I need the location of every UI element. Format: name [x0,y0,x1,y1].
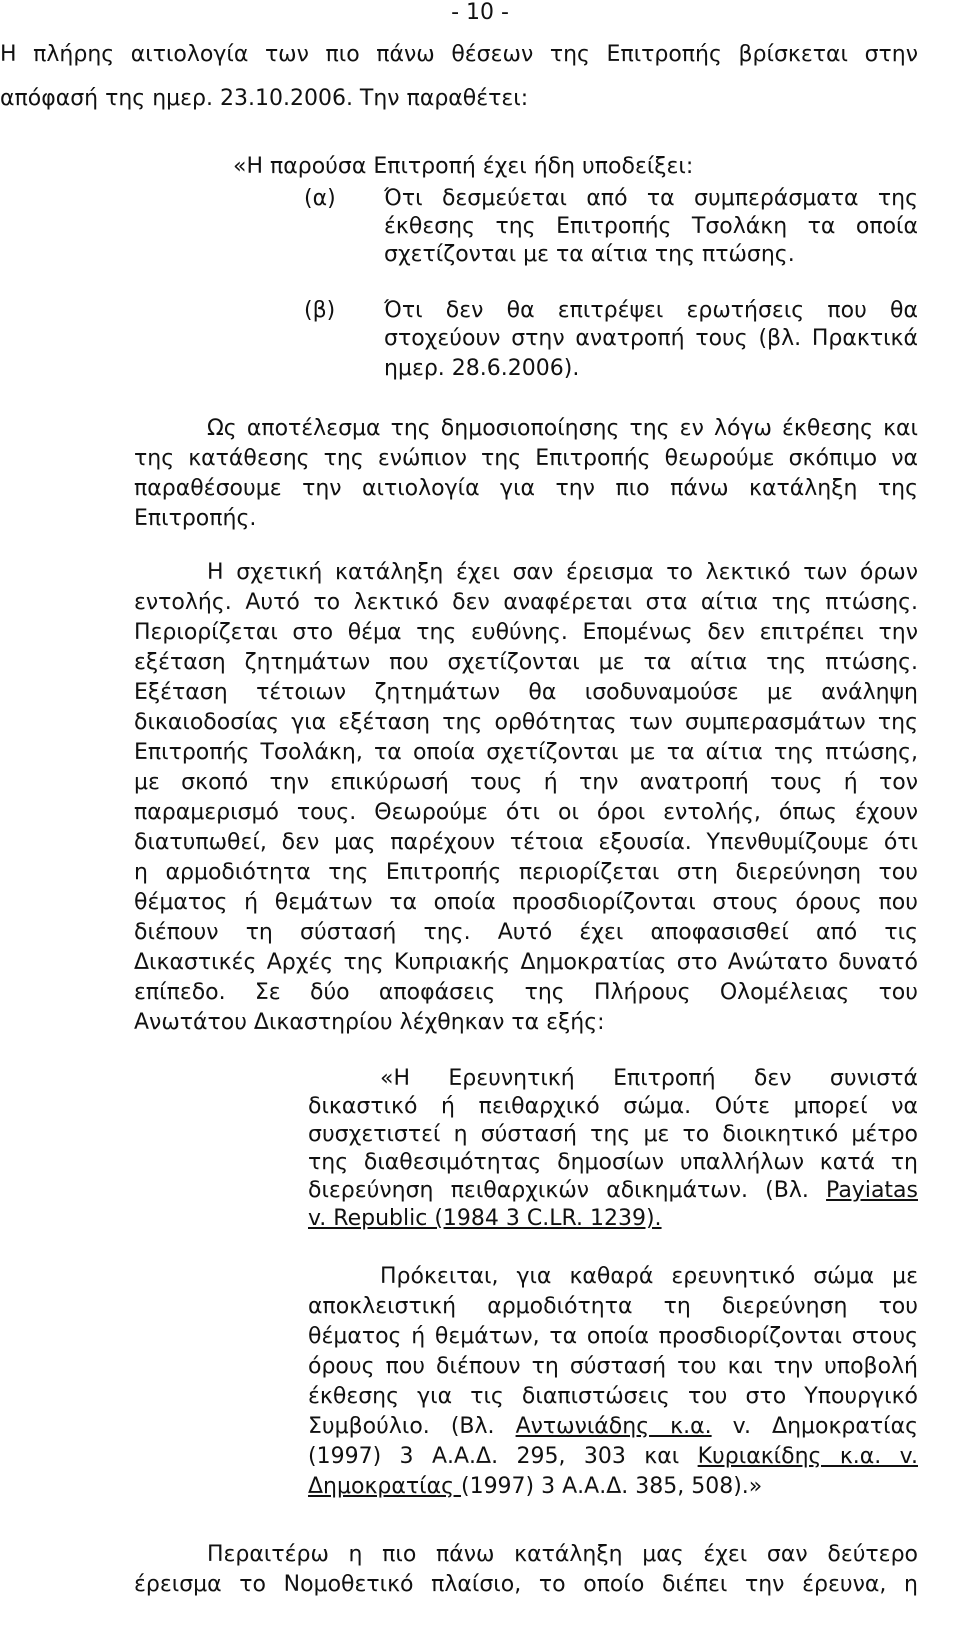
quote2-block2-line-6-post: v. Δημοκρατίας [711,1414,919,1439]
quote2-block1-line-5-text: διερεύνηση πειθαρχικών αδικημάτων. (Βλ. [308,1178,827,1203]
quote2-block2-line-7-pre: (1997) 3 Α.Α.Δ. 295, 303 και [308,1444,698,1469]
para2-line-10: διατυπωθεί, δεν μας παρέχουν τέτοια εξουσία. Υπενθυμίζουμε ότι [134,830,918,855]
quote1-item-a-line-1: Ότι δεσμεύεται από τα συμπεράσματα της [384,186,918,211]
quote1-item-b-line-3: ημερ. 28.6.2006). [384,356,580,381]
para1-line-1: Ως αποτέλεσμα της δημοσιοποίησης της εν λόγω έκθεσης και [207,416,918,441]
para3-line-2: έρεισμα το Νομοθετικό πλαίσιο, το οποίο διέπει την έρευνα, η [134,1572,918,1597]
quote2-block1-line-3: συσχετιστεί η σύστασή της με το διοικητικό μέτρο [308,1122,918,1147]
para2-line-4: εξέταση ζητημάτων που σχετίζονται με τα αίτια της πτώσης. [134,650,918,675]
para3-line-1: Περαιτέρω η πιο πάνω κατάληξη μας έχει σαν δεύτερο [207,1542,918,1567]
para1-line-4: Επιτροπής. [134,506,257,531]
intro-line-1: Η πλήρης αιτιολογία των πιο πάνω θέσεων της Επιτροπής βρίσκεται στην [0,42,918,67]
para2-line-12: θέματος ή θεμάτων τα οποία προσδιορίζονται στους όρους που [134,890,918,915]
para2-line-8: με σκοπό την επικύρωσή τους ή την ανατροπή τους ή τον [134,770,918,795]
case-citation-payiatas: Payiatas [826,1178,918,1203]
quote2-block2-line-2: αποκλειστική αρμοδιότητα τη διερεύνηση του [308,1294,918,1319]
para2-line-9: παραμερισμό τους. Θεωρούμε ότι οι όροι εντολής, όπως έχουν [134,800,918,825]
para2-line-16: Ανωτάτου Δικαστηρίου λέχθηκαν τα εξής: [134,1010,605,1035]
quote2-block2-line-8 [308,1472,762,1502]
quote1-opening: «Η παρούσα Επιτροπή έχει ήδη υποδείξει: [233,154,694,179]
para1-line-3: παραθέσουμε την αιτιολογία για την πιο πάνω κατάληξη της [134,476,918,501]
para2-line-6: δικαιοδοσίας για εξέταση της ορθότητας των συμπερασμάτων της [134,710,918,735]
para2-line-2: εντολής. Αυτό το λεκτικό δεν αναφέρεται στα αίτια της πτώσης. [134,590,918,615]
quote2-block2-line-3: θέματος ή θεμάτων, τα οποία προσδιορίζονται στους [308,1324,918,1349]
quote2-block2-line-4: όρους που διέπουν τη σύστασή του και την υποβολή [308,1354,918,1379]
para2-line-15: επίπεδο. Σε δύο αποφάσεις της Πλήρους Ολομέλειας του [134,980,918,1005]
para2-line-5: Εξέταση τέτοιων ζητημάτων θα ισοδυναμούσε με ανάληψη [134,680,918,705]
quote1-item-a-line-2: έκθεσης της Επιτροπής Τσολάκη τα οποία [384,214,918,239]
quote1-item-b-line-1: Ότι δεν θα επιτρέψει ερωτήσεις που θα [384,298,918,323]
quote2-block2-line-8-post: (1997) 3 Α.Α.Δ. 385, 508).» [460,1474,763,1499]
para2-line-3: Περιορίζεται στο θέμα της ευθύνης. Επομένως δεν επιτρέπει την [134,620,918,645]
para1-line-2: της κατάθεσης της ενώπιον της Επιτροπής θεωρούμε σκόπιμο να [134,446,918,471]
quote1-item-b-marker: (β) [304,298,336,323]
quote2-block1-line-5 [308,1176,918,1206]
para2-line-11: η αρμοδιότητα της Επιτροπής περιορίζεται στη διερεύνηση του [134,860,918,885]
quote2-block2-line-7 [308,1442,918,1472]
quote2-block2-line-6-pre: Συμβούλιο. (Βλ. [308,1414,516,1439]
quote2-block1-line-1: «Η Ερευνητική Επιτροπή δεν συνιστά [380,1066,918,1091]
intro-line-2: απόφασή της ημερ. 23.10.2006. Την παραθέτει: [0,86,529,111]
case-citation-kyriakidis-cont: Δημοκρατίας [308,1474,461,1499]
para2-line-1: Η σχετική κατάληξη έχει σαν έρεισμα το λεκτικό των όρων [207,560,918,585]
quote2-block2-line-6 [308,1412,918,1442]
quote2-block1-line-4: της διαθεσιμότητας δημοσίων υπαλλήλων κατά τη [308,1150,918,1175]
quote1-item-a-marker: (α) [304,186,336,211]
quote1-item-a-line-3: σχετίζονται με τα αίτια της πτώσης. [384,242,795,267]
page-number: - 10 - [451,0,509,25]
para2-line-13: διέπουν τη σύστασή της. Αυτό έχει αποφασισθεί από τις [134,920,918,945]
quote2-block2-line-5: έκθεσης για τις διαπιστώσεις του στο Υπουργικό [308,1384,918,1409]
quote2-block1-line-2: δικαστικό ή πειθαρχικό σώμα. Ούτε μπορεί να [308,1094,918,1119]
case-citation-kyriakidis: Κυριακίδης κ.α. v. [697,1444,918,1469]
quote2-block2-line-1: Πρόκειται, για καθαρά ερευνητικό σώμα με [380,1264,918,1289]
para2-line-7: Επιτροπής Τσολάκη, τα οποία σχετίζονται με τα αίτια της πτώσης, [134,740,918,765]
quote1-item-b-line-2: στοχεύουν στην ανατροπή τους (βλ. Πρακτικά [384,326,918,351]
case-citation-payiatas-cont: v. Republic (1984 3 C.LR. 1239). [308,1206,662,1231]
case-citation-antoniadis: Αντωνιάδης κ.α. [515,1414,712,1439]
para2-line-14: Δικαστικές Αρχές της Κυπριακής Δημοκρατίας στο Ανώτατο δυνατό [134,950,918,975]
